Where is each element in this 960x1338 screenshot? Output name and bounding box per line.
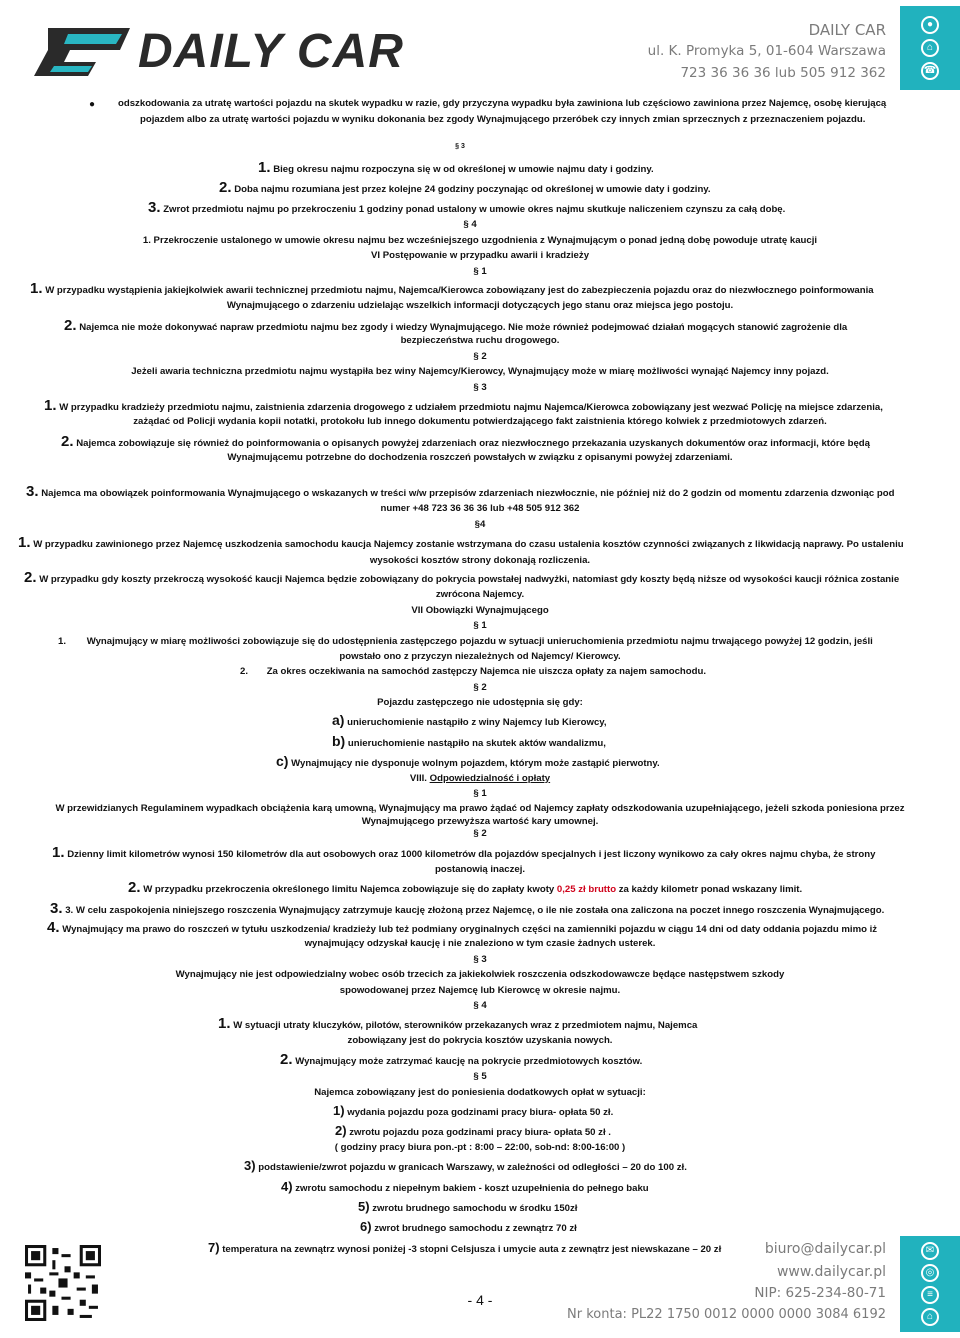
logo [34, 22, 474, 80]
osoby-trzecie-cont: spowodowanej przez Najemcę lub Kierowcę w okresie najmu. [339, 985, 621, 996]
rule-3 [148, 200, 938, 217]
item-number: 1) [333, 1103, 345, 1118]
item-text: Za okres oczekiwania na samochód zastępczy Najemca nie uiszcza opłaty za najem samochodu. [266, 666, 707, 677]
paragraph-mark: § 3 [455, 143, 465, 150]
oplata-5 [358, 1199, 858, 1216]
bullet-line-1: odszkodowania za utratę wartości pojazdu na skutek wypadku w razie, gdy przyczyna wypadku była zawiniona lub częściowo zawiniona przez Najemcę, osobę kierującą [118, 98, 887, 109]
item-number: 1. [30, 280, 43, 297]
bullet-icon: ● [89, 99, 96, 110]
rule-2 [219, 180, 919, 197]
oplaty-intro: Najemca zobowiązany jest do poniesienia dodatkowych opłat w sytuacji: [314, 1087, 646, 1098]
item-number: 3. [26, 483, 39, 500]
item-number: 1. [58, 636, 67, 647]
phone-icon: ☎ [921, 62, 939, 80]
footer-nip: NIP: 625-234-80-71 [754, 1285, 886, 1301]
odpowiedzialnosc-1: W przewidzianych Regulaminem wypadkach obciążenia karą umowną, Wynajmujący ma prawo żądać od Najemcy zapłaty odszkodowania uzupełniającego, jeżeli szkoda poniesiona przez [55, 803, 905, 814]
odpowiedzialnosc-1-cont: Wynajmującego przewyższa wartość kary umownej. [361, 816, 599, 827]
item-text: W przypadku kradzieży przedmiotu najmu, zaistnienia zdarzenia drogowego z udziałem przedmiotu najmu Najemca/Kierowca zobowiązany jest wezwać Policję na miejsce zdarzenia, [59, 402, 883, 413]
oplata-7 [208, 1240, 788, 1257]
item-number: 2. [240, 666, 249, 677]
user-icon: ● [921, 16, 939, 34]
paragraph-mark: § 2 [473, 828, 487, 839]
rule-text: Zwrot przedmiotu najmu po przekroczeniu 1 godziny ponad ustalony w umowie okres najmu skutkuje naliczeniem czynszu za całą dobę. [163, 204, 786, 215]
item-letter: c) [276, 753, 289, 769]
item-number: 2. [61, 433, 74, 450]
item-number: 5) [358, 1199, 370, 1214]
kradziez-1-cont: zażądać od Policji wydania kopii notatki, protokołu lub innego dokumentu potwierdzającego fakt zaistnienia którego kolwiek z przedmiotowych zdarzeń. [133, 416, 827, 427]
item-number: 4) [281, 1179, 293, 1194]
kradziez-3-cont: numer +48 723 36 36 36 lub +48 505 912 362 [380, 503, 580, 514]
item-number: 1. [218, 1015, 231, 1032]
item-letter: b) [332, 733, 346, 749]
item-text: W przypadku wystąpienia jakiejkolwiek awarii technicznej przedmiotu najmu, Najemca/Kierowca zobowiązany jest do zabezpieczenia pojazdu oraz do niezwłocznego poinformowania [45, 285, 874, 296]
item-text: Najemca nie może dokonywać napraw przedmiotu najmu bez zgody i wiedzy Wynajmującego. Nie może również podejmować działań mogących stanowić zagrożenie dla [79, 322, 848, 333]
footer-website: www.dailycar.pl [776, 1264, 886, 1280]
bullet-line-2: pojazdem albo za utratę wartości pojazdu w wyniku dokonania bez zgody Wynajmującego przeróbek czy innych zmian sprzecznych z przeznaczeniem pojazdu. [140, 114, 866, 125]
osoby-trzecie: Wynajmujący nie jest odpowiedzialny wobec osób trzecich za jakiekolwiek roszczenia odszkodowawcze będące następstwem szkody [175, 969, 785, 980]
paragraph-mark: § 4 [473, 1000, 487, 1011]
limit-1 [52, 845, 942, 862]
id-icon: ≡ [921, 1286, 939, 1304]
item-letter: a) [332, 712, 345, 728]
item-text: Wynajmujący może zatrzymać kaucję na pokrycie przedmiotowych kosztów. [295, 1056, 643, 1067]
rule-text: Bieg okresu najmu rozpoczyna się w od określonej w umowie najmu daty i godziny. [273, 164, 654, 175]
item-text: Wynajmujący ma prawo do roszczeń w tytułu uszkodzenia/ kradzieży lub też podmiany oryginalnych części na zamienniki pojazdu w ciągu 14 dni od daty oddania pojazdu mimo iż [62, 924, 878, 935]
awaria-1 [30, 281, 930, 298]
item-text: temperatura na zewnątrz wynosi poniżej -3 stopni Celsjusza i umycie auta z zewnątrz jest niewskazane – 20 zł [222, 1244, 722, 1255]
kradziez-3 [26, 484, 936, 501]
item-text: unieruchomienie nastąpiło na skutek aktów wandalizmu, [347, 738, 606, 749]
item-text: 3. W celu zaspokojenia niniejszego roszczenia Wynajmujący zatrzymuje kaucję złożoną przez Najemcę, o ile nie została ona zaliczona na poczet innego roszczenia Wynajmującego. [65, 905, 885, 916]
section-number: VIII. [409, 773, 430, 784]
item-text: podstawienie/zwrot pojazdu w granicach Warszawy, w zależności od odległości – 20 do 100 zł. [258, 1162, 687, 1173]
section-name: Odpowiedzialność i opłaty [429, 773, 551, 784]
paragraph-mark: § 2 [473, 682, 487, 693]
item-text: W przypadku zawinionego przez Najemcę uszkodzenia samochodu kaucja Najemcy zostanie wstrzymana do czasu ustalenia kosztów czynności związanych z likwidacją naprawy. Po ustaleniu [33, 539, 904, 550]
paragraph-mark: § 5 [473, 1071, 487, 1082]
rule-number: 3. [148, 199, 161, 216]
obowiazki-a [332, 713, 832, 730]
paragraph-mark: § 3 [473, 954, 487, 965]
paragraph-mark: § 4 [463, 219, 477, 230]
item-text: Najemca ma obowiązek poinformowania Wynajmującego o wskazanych w treści w/w przepisów zdarzeniach niezwłocznie, nie później niż do 2 godzin od momentu zdarzenia dzwoniąc pod [41, 488, 895, 499]
rule-text: Doba najmu rozumiana jest przez kolejne 24 godziny poczynając od określonej w umowie daty i godziny. [234, 184, 711, 195]
oplata-4 [281, 1179, 901, 1196]
item-number: 3) [244, 1158, 256, 1173]
footer-email: biuro@dailycar.pl [764, 1241, 886, 1257]
item-number: 2. [280, 1051, 293, 1068]
bank-icon: ⌂ [921, 1308, 939, 1326]
item-text: zwrotu brudnego samochodu w środku 150zł [372, 1203, 578, 1214]
item-text-end: za każdy kilometr ponad wskazany limit. [616, 884, 803, 895]
item-number: 2. [128, 879, 141, 896]
item-text: zwrot brudnego samochodu z zewnątrz 70 zł [374, 1223, 577, 1234]
section-7-title: VII Obowiązki Wynajmującego [411, 605, 549, 616]
oplata-6 [360, 1219, 860, 1236]
rule-number: 2. [219, 179, 232, 196]
kluczyki-1 [218, 1016, 918, 1033]
item-number: 2. [64, 317, 77, 334]
paragraph-mark: § 1 [473, 620, 487, 631]
oplata-3 [244, 1158, 904, 1175]
home-icon: ⌂ [921, 39, 939, 57]
footer-icon-bar [900, 1236, 960, 1332]
qr-code-icon [25, 1245, 101, 1321]
paragraph-mark: § 3 [473, 382, 487, 393]
item-number: 2) [335, 1123, 347, 1138]
kluczyki-2 [280, 1052, 880, 1069]
item-number: 2. [24, 569, 37, 586]
item-text: Wynajmujący nie dysponuje wolnym pojazdem, którym może zastąpić pierwotny. [291, 758, 660, 769]
oplata-1 [333, 1103, 833, 1120]
kaucja-1-cont: wysokości kosztów strony dokonają rozliczenia. [369, 555, 591, 566]
awaria-2-cont: bezpieczeństwa ruchu drogowego. [400, 335, 560, 346]
item-text: W przypadku przekroczenia określonego limitu Najemca zobowiązuje się do zapłaty kwoty [143, 884, 557, 895]
header-icon-bar [900, 6, 960, 90]
item-text: wydania pojazdu poza godzinami pracy biura- opłata 50 zł. [347, 1107, 614, 1118]
paragraph-mark: §4 [474, 519, 486, 530]
logo-text: DAILY CAR [138, 25, 404, 78]
item-number: 1. [44, 397, 57, 414]
company-address: ul. K. Promyka 5, 01-604 Warszawa [647, 43, 886, 59]
section-4-1: 1. Przekroczenie ustalonego w umowie okresu najmu bez wcześniejszego uzgodnienia z Wynajmującym o ponad jedną dobę powoduje utratę kaucji [142, 235, 818, 246]
limit-3 [50, 901, 940, 918]
mail-icon: ✉ [921, 1242, 939, 1260]
item-number: 7) [208, 1240, 220, 1255]
price-highlight: 0,25 zł brutto [556, 884, 617, 895]
obowiazki-b [332, 734, 832, 751]
office-hours: ( godziny pracy biura pon.-pt : 8:00 – 22:00, sob-nd: 8:00-16:00 ) [334, 1142, 626, 1153]
limit-1-cont: postanowią inaczej. [434, 864, 526, 875]
kradziez-1 [44, 398, 944, 415]
footer-account: Nr konta: PL22 1750 0012 0000 0000 3084 6192 [567, 1307, 886, 1322]
item-text: Dzienny limit kilometrów wynosi 150 kilometrów dla aut osobowych oraz 1000 kilometrów dla pojazdów specjalnych i jest liczony wynikowo za cały okres najmu chyba, że strony [67, 849, 876, 860]
kradziez-2 [61, 434, 941, 451]
item-text: zwrotu samochodu z niepełnym bakiem - koszt uzupełnienia do pełnego baku [295, 1183, 649, 1194]
obowiazki-c [276, 754, 876, 771]
limit-4 [47, 920, 943, 937]
awaria-sec2: Jeżeli awaria techniczna przedmiotu najmu wystąpiła bez winy Najemcy/Kierowcy, Wynajmujący może w miarę możliwości wynająć Najemcy inny pojazd. [131, 366, 829, 377]
kradziez-2-cont: Wynajmującemu potrzebne do dochodzenia roszczeń powstałych w związku z opisanymi powyżej zdarzeniami. [227, 452, 733, 463]
item-text: unieruchomienie nastąpiło z winy Najemcy lub Kierowcy, [347, 717, 607, 728]
item-text: Wynajmujący w miarę możliwości zobowiązuje się do udostępnienia zastępczego pojazdu w sytuacji unieruchomienia przedmiotu najmu trwającego powyżej 12 godzin, jeśli [86, 636, 873, 647]
limit-4-cont: wynajmujący odzyskał kaucję i nie znaleziono w tym czasie żadnych usterek. [304, 938, 656, 949]
logo-mark-icon [34, 22, 134, 80]
item-number: 4. [47, 919, 60, 936]
item-number: 3. [50, 900, 63, 917]
kaucja-2 [24, 570, 940, 587]
obowiazki-1-cont: powstało ono z przyczyn niezależnych od Najemcy/ Kierowcy. [339, 651, 621, 662]
section-6-title: VI Postępowanie w przypadku awarii i kradzieży [370, 250, 590, 261]
item-text: Najemca zobowiązuje się również do poinformowania o opisanych powyżej zdarzeniach oraz niezwłocznego przekazania uzyskanych dokumentów oraz informacji, które będą [76, 438, 870, 449]
company-name: DAILY CAR [808, 21, 886, 39]
paragraph-mark: § 2 [473, 351, 487, 362]
paragraph-mark: § 1 [473, 266, 487, 277]
kaucja-2-cont: zwrócona Najemcy. [435, 589, 525, 600]
kaucja-1 [18, 535, 938, 552]
item-number: 1. [18, 534, 31, 551]
item-text: W przypadku gdy koszty przekroczą wysokość kaucji Najemca będzie zobowiązany do pokrycia powstałej nadwyżki, natomiast gdy koszty będą niższe od wysokości kaucji różnica zostanie [39, 574, 900, 585]
obowiazki-intro: Pojazdu zastępczego nie udostępnia się gdy: [377, 697, 583, 708]
globe-icon: ◎ [921, 1264, 939, 1282]
paragraph-mark: § 1 [473, 788, 487, 799]
kluczyki-1-cont: zobowiązany jest do pokrycia kosztów uzyskania nowych. [347, 1035, 613, 1046]
company-phones: 723 36 36 36 lub 505 912 362 [680, 65, 886, 81]
oplata-2 [335, 1123, 835, 1140]
item-text: W sytuacji utraty kluczyków, pilotów, sterowników przekazanych wraz z przedmiotem najmu, Najemca [233, 1020, 698, 1031]
obowiazki-2 [240, 664, 940, 679]
rule-number: 1. [258, 159, 271, 176]
awaria-1-cont: Wynajmującego o zdarzeniu udzielając wszelkich informacji dotyczących jego stanu oraz miejsca jego postoju. [226, 300, 734, 311]
page-number: - 4 - [467, 1292, 493, 1308]
section-8-title [30, 771, 930, 786]
limit-2 [128, 880, 928, 897]
rule-1 [258, 160, 858, 177]
item-number: 6) [360, 1219, 372, 1234]
obowiazki-1 [58, 634, 948, 649]
item-number: 1. [52, 844, 65, 861]
item-text: zwrotu pojazdu poza godzinami pracy biura- opłata 50 zł . [349, 1127, 611, 1138]
